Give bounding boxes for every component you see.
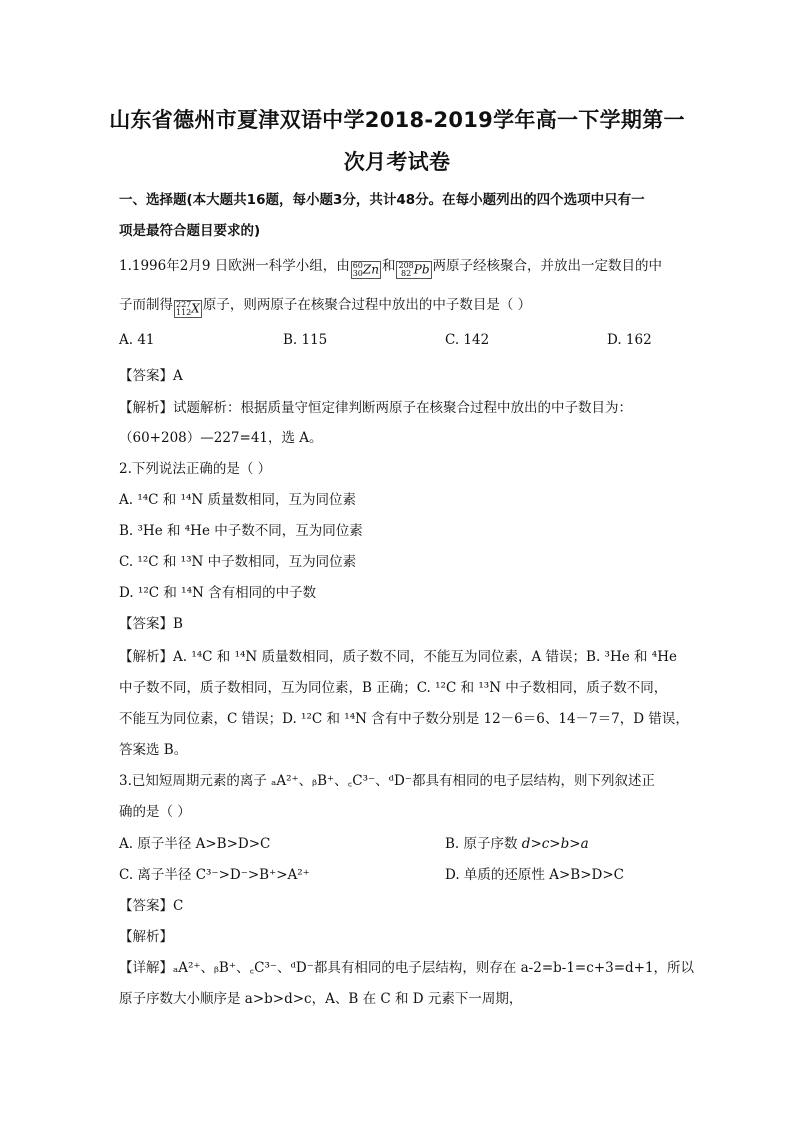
x-mass: 227 xyxy=(176,299,192,309)
q2-option-d: D. ¹²C 和 ¹⁴N 含有相同的中子数 xyxy=(119,585,317,601)
q1-answer: 【答案】A xyxy=(119,368,183,384)
section-heading-line2: 项是最符合题目要求的) xyxy=(119,223,261,239)
pb-symbol: Pb xyxy=(413,262,430,276)
q3-detail-line2: 原子序数大小顺序是 a>b>d>c，A、B 在 C 和 D 元素下一周期， xyxy=(119,991,523,1007)
pb-mass: 208 xyxy=(398,260,414,270)
q1-stem-c: 子而制得 xyxy=(119,297,173,313)
q1-analysis-line1: 【解析】试题解析：根据质量守恒定律判断两原子在核聚合过程中放出的中子数目为： xyxy=(119,400,632,416)
q3-option-a: A. 原子半径 A>B>D>C xyxy=(119,836,271,852)
q3-analysis-label: 【解析】 xyxy=(119,929,173,945)
pb-nuclide xyxy=(396,261,431,279)
q2-stem: 2.下列说法正确的是（ ） xyxy=(119,461,272,477)
zn-mass: 60 xyxy=(352,260,363,270)
q3-option-d: D. 单质的还原性 A>B>D>C xyxy=(445,867,624,883)
q3-stem-line2: 确的是（ ） xyxy=(119,804,191,820)
q3-detail-line1: 【详解】ₐA²⁺、ᵦB⁺、꜀C³⁻、ᵈD⁻都具有相同的电子层结构，则存在 a-2=b-1=c+3=d+1，所以 xyxy=(119,960,695,976)
pb-z: 82 xyxy=(401,268,412,278)
q1-stem-line1 xyxy=(119,254,662,279)
page-title-line2: 次月考试卷 xyxy=(343,150,451,174)
q1-option-c: C. 142 xyxy=(445,332,490,348)
q1-and: 和 xyxy=(381,258,396,274)
q3-answer: 【答案】C xyxy=(119,898,184,914)
q1-stem-b: 两原子经核聚合，并放出一定数目的中 xyxy=(432,258,663,274)
q3-option-b-prefix: B. 原子序数 xyxy=(445,836,522,852)
zn-nuclide xyxy=(351,261,381,279)
q2-option-b: B. ³He 和 ⁴He 中子数不同，互为同位素 xyxy=(119,523,363,539)
q2-option-a: A. ¹⁴C 和 ¹⁴N 质量数相同，互为同位素 xyxy=(119,492,356,508)
q1-stem-d: 原子，则两原子在核聚合过程中放出的中子数目是（ ） xyxy=(202,297,532,313)
q2-analysis-line4: 答案选 B。 xyxy=(119,742,188,758)
x-z: 112 xyxy=(176,307,192,317)
q1-stem-a: 1.1996年2月9 日欧洲一科学小组，由 xyxy=(119,258,350,274)
zn-symbol: Zn xyxy=(362,262,379,276)
q1-option-b: B. 115 xyxy=(283,332,328,348)
q1-analysis-line2: （60+208）—227=41，选 A。 xyxy=(119,430,323,446)
q2-answer: 【答案】B xyxy=(119,616,183,632)
q2-analysis-line3: 不能互为同位素，C 错误；D. ¹²C 和 ¹⁴N 含有中子数分别是 12－6＝6、14－7＝7，D 错误， xyxy=(119,711,689,727)
x-nuclide xyxy=(174,300,202,318)
q3-stem-line1: 3.已知短周期元素的离子 ₐA²⁺、ᵦB⁺、꜀C³⁻、ᵈD⁻都具有相同的电子层结构，则下列叙述正 xyxy=(119,773,656,789)
q2-analysis-line2: 中子数不同，质子数相同，互为同位素，B 正确；C. ¹²C 和 ¹³N 中子数相同，质子数不同， xyxy=(119,680,668,696)
zn-z: 30 xyxy=(352,268,363,278)
q2-analysis-line1: 【解析】A. ¹⁴C 和 ¹⁴N 质量数相同，质子数不同，不能互为同位素，A 错误；B. ³He 和 ⁴He xyxy=(119,649,677,665)
q1-option-a: A. 41 xyxy=(119,332,155,348)
q1-option-d: D. 162 xyxy=(607,332,652,348)
q3-option-b-order: d>c>b>a xyxy=(521,836,589,852)
section-heading-line1: 一、选择题(本大题共16题，每小题3分，共计48分。在每小题列出的四个选项中只有一 xyxy=(119,192,645,208)
q1-stem-line2 xyxy=(119,293,531,318)
q2-option-c: C. ¹²C 和 ¹³N 中子数相同，互为同位素 xyxy=(119,554,357,570)
x-symbol: X xyxy=(191,301,200,315)
q3-option-b xyxy=(445,832,589,852)
page-title-line1: 山东省德州市夏津双语中学2018-2019学年高一下学期第一 xyxy=(109,108,685,132)
q3-option-c: C. 离子半径 C³⁻>D⁻>B⁺>A²⁺ xyxy=(119,867,310,883)
